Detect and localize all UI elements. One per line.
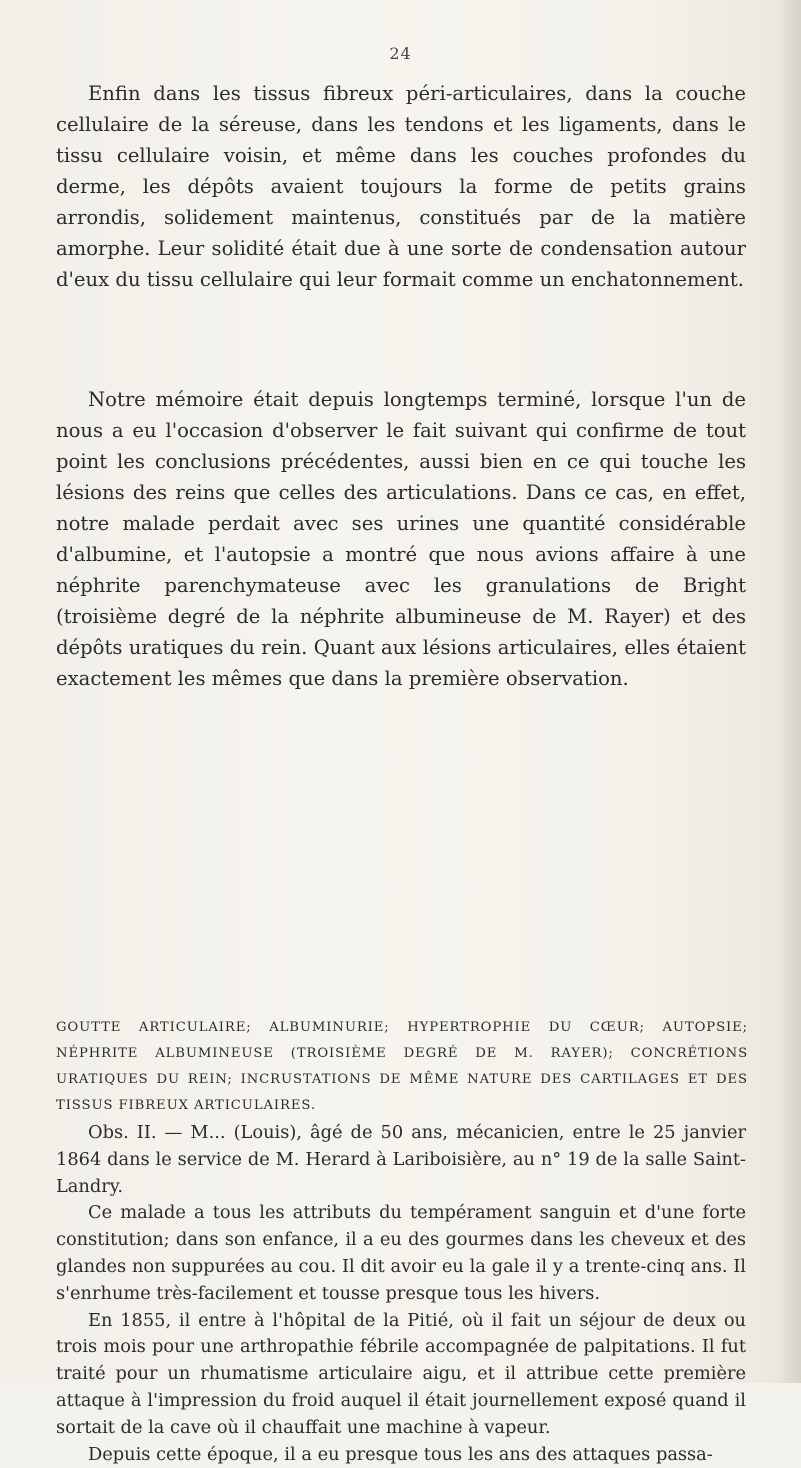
observation-intro: Obs. II. — M... (Louis), âgé de 50 ans, mécanicien, entre le 25 janvier 1864 dans le service de M. Herard à Lariboisière, au n° 19 de la salle Saint-Landry. [56,1122,746,1197]
observation-paragraph-3: En 1855, il entre à l'hôpital de la Pitié, où il fait un séjour de deux ou trois mois pour une arthropathie fébrile accompagnée de palpitations. Il fut traité pour un rhumatisme articulaire aigu, et il attribue cette première attaque à l'impression du froid auquel il était journellement exposé quand il sortait de la cave où il chauffait une machine à vapeur. [56,1309,746,1438]
paragraph-2: Notre mémoire était depuis longtemps terminé, lorsque l'un de nous a eu l'occasion d'observer le fait suivant qui confirme de tout point les conclusions précédentes, aussi bien en ce qui touche les lésions des reins que celles des articulations. Dans ce cas, en effet, notre malade perdait avec ses urines une quantité considérable d'albumine, et l'autopsie a montré que nous avions affaire à une néphrite parenchymateuse avec les granulations de Bright (troisième degré de la néphrite albumineuse de M. Rayer) et des dépôts uratiques du rein. Quant aux lésions articulaires, elles étaient exactement les mêmes que dans la première observation. [56,388,746,690]
page-edge-shadow [777,0,801,1383]
observation-heading: GOUTTE ARTICULAIRE; ALBUMINURIE; HYPERTROPHIE DU CŒUR; AUTOPSIE; NÉPHRITE ALBUMINEUSE (TROISIÈME DEGRÉ DE M. RAYER); CONCRÉTIONS URATIQUES DU REIN; INCRUSTATIONS DE MÊME NATURE DES CARTILAGES ET DES TISSUS FIBREUX ARTICULAIRES. [56,1020,748,1113]
observation-paragraph-2: Ce malade a tous les attributs du tempérament sanguin et d'une forte constitution; dans son enfance, il a eu des gourmes dans les cheveux et des glandes non suppurées au cou. Il dit avoir eu la gale il y a trente-cinq ans. Il s'enrhume très-facilement et tousse presque tous les hivers. [56,1202,746,1304]
paragraph-1: Enfin dans les tissus fibreux péri-articulaires, dans la couche cellulaire de la séreuse, dans les tendons et les ligaments, dans le tissu cellulaire voisin, et même dans les couches profondes du derme, les dépôts avaient toujours la forme de petits grains arrondis, solidement maintenus, constitués par de la matière amorphe. Leur solidité était due à une sorte de condensation autour d'eux du tissu cellulaire qui leur formait comme un enchatonnement. [56,82,746,291]
page-number: 24 [389,44,412,63]
observation-paragraph-4: Depuis cette époque, il a eu presque tous les ans des attaques passa- [88,1443,713,1465]
